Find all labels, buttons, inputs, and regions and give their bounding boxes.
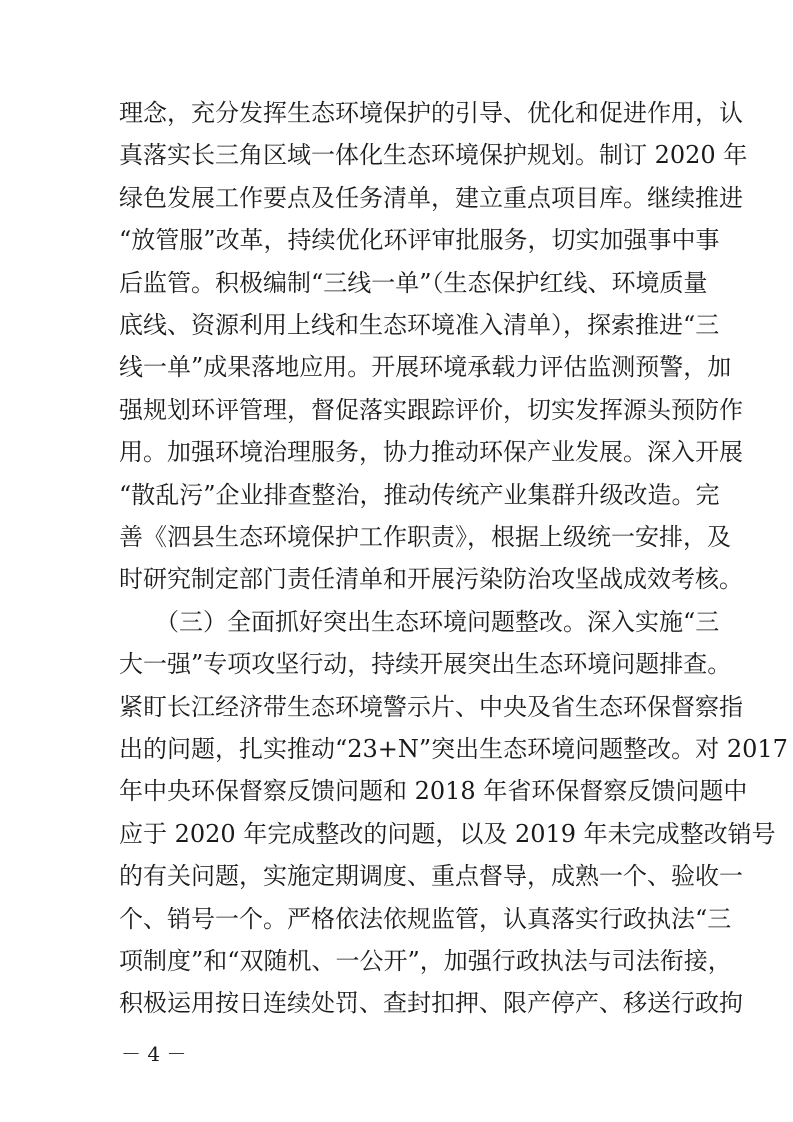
body-line: 理念，充分发挥生态环境保护的引导、优化和促进作用，认 (119, 99, 743, 127)
page-number: － 4 － (121, 1042, 187, 1066)
body-line: “放管服”改革，持续优化环评审批服务，切实加强事中事 (119, 226, 720, 255)
body-line: 出的问题，扎实推动“23+N”突出生态环境问题整改。对 2017 (119, 735, 788, 763)
body-line: 底线、资源利用上线和生态环境准入清单），探索推进“三 (119, 311, 720, 339)
body-line: 善《泗县生态环境保护工作职责》，根据上级统一安排，及 (119, 523, 731, 551)
body-line: （三）全面抓好突出生态环境问题整改。深入实施“三 (119, 607, 720, 636)
body-line: 紧盯长江经济带生态环境警示片、中央及省生态环保督察指 (119, 692, 743, 721)
body-line: 时研究制定部门责任清单和开展污染防治攻坚战成效考核。 (119, 565, 743, 594)
body-line: 线一单”成果落地应用。开展环境承载力评估监测预警，加 (119, 353, 732, 382)
body-line: 强规划环评管理，督促落实跟踪评价，切实发挥源头预防作 (119, 395, 743, 424)
body-line: 年中央环保督察反馈问题和 2018 年省环保督察反馈问题中 (119, 777, 748, 806)
body-line: 绿色发展工作要点及任务清单，建立重点项目库。继续推进 (119, 183, 743, 212)
body-line: 真落实长三角区域一体化生态环境保护规划。制订 2020 年 (119, 141, 748, 170)
body-line: 后监管。积极编制“三线一单”（生态保护红线、环境质量 (119, 268, 708, 297)
body-line: 个、销号一个。严格依法依规监管，认真落实行政执法“三 (119, 904, 732, 933)
body-line: “散乱污”企业排查整治，推动传统产业集群升级改造。完 (119, 480, 720, 509)
body-line: 用。加强环境治理服务，协力推动环保产业发展。深入开展 (119, 438, 743, 467)
body-line: 项制度”和“双随机、一公开”，加强行政执法与司法衔接， (119, 947, 732, 975)
body-line: 积极运用按日连续处罚、查封扣押、限产停产、移送行政拘 (119, 989, 743, 1018)
body-line: 的有关问题，实施定期调度、重点督导，成熟一个、验收一 (119, 862, 743, 891)
body-line: 应于 2020 年完成整改的问题，以及 2019 年未完成整改销号 (119, 819, 776, 848)
body-line: 大一强”专项攻坚行动，持续开展突出生态环境问题排查。 (119, 650, 732, 679)
